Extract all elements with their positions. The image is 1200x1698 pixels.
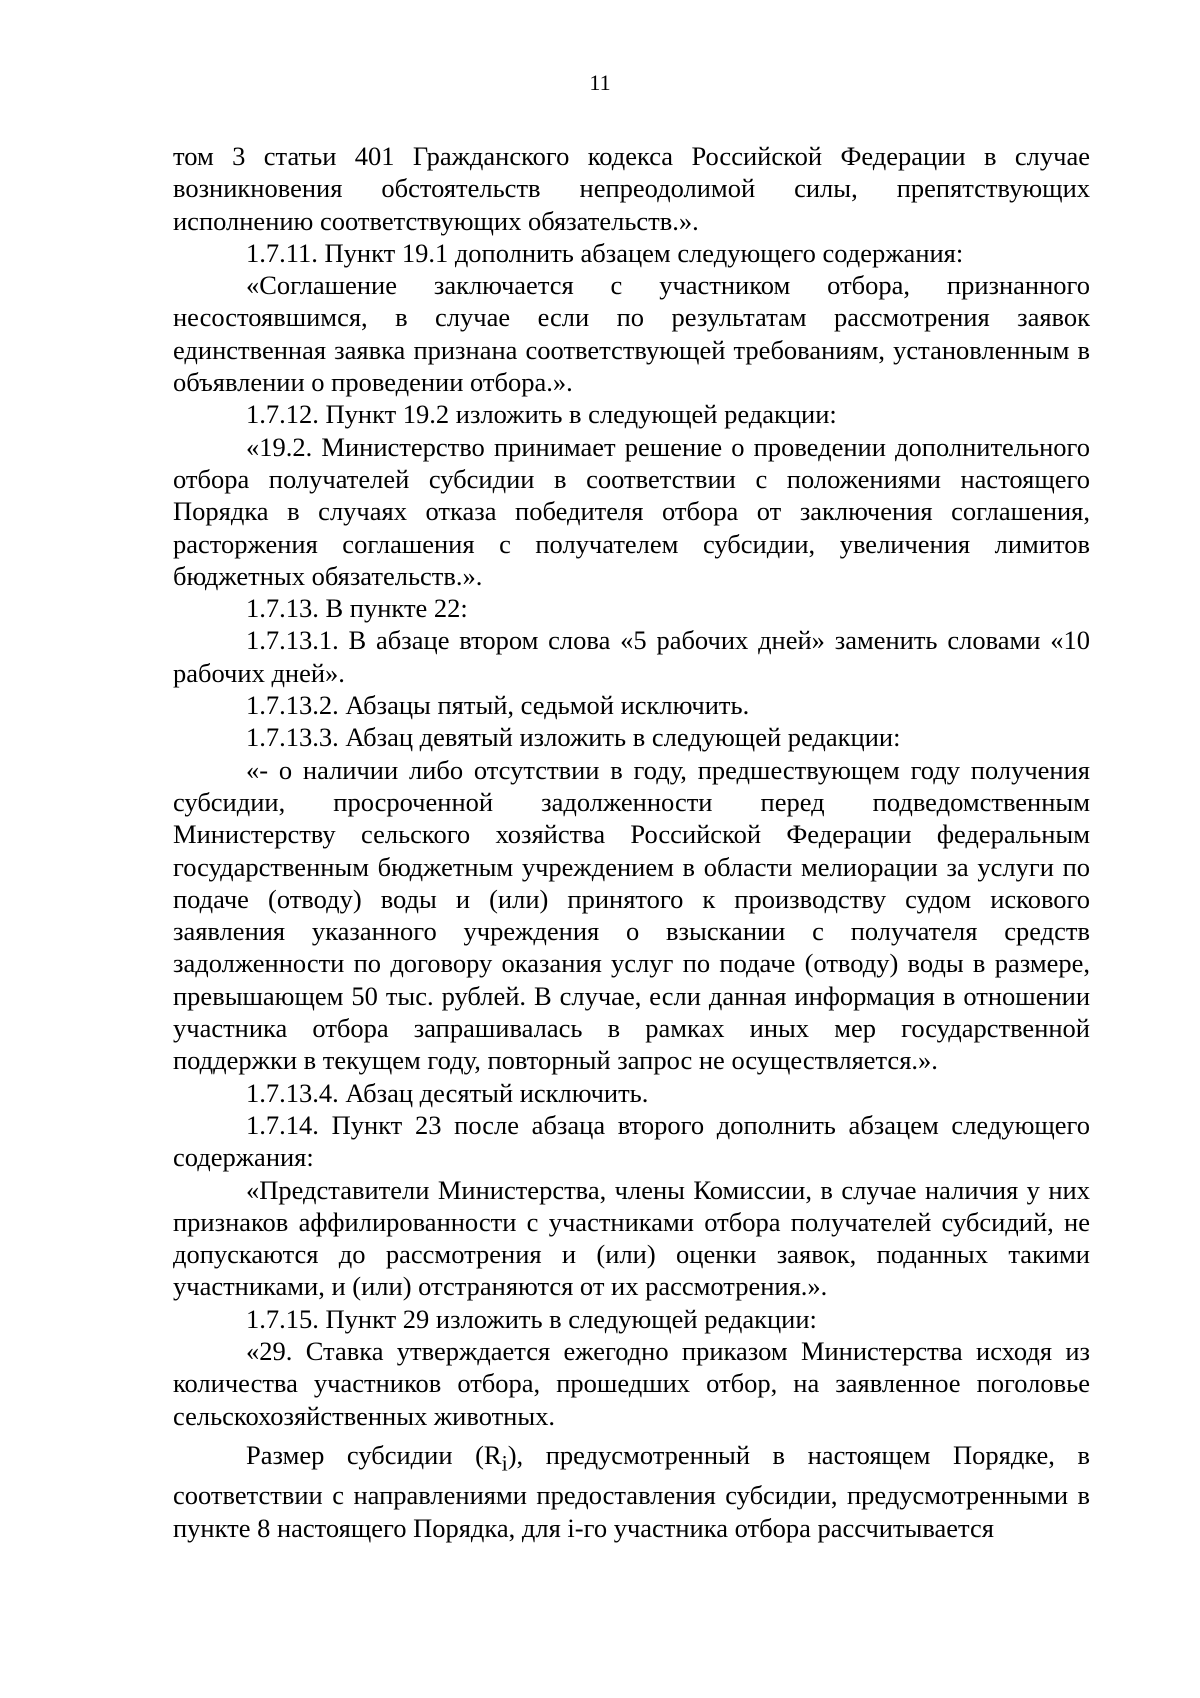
paragraph-15: «29. Ставка утверждается ежегодно приказом Министерства исходя из количества участников отбора, прошедших отбор, на заявленное поголовье сельскохозяйственных животных.	[173, 1335, 1090, 1431]
paragraph-10: «- о наличии либо отсутствии в году, предшествующем году получения субсидии, просроченной задолженности перед подведомственным Министерству сельского хозяйства Российской Федерации федеральным государственным бюджетным учреждением в области мелиорации за услуги по подаче (отводу) воды и (или) принятого к производству судом искового заявления указанного учреждения о взыскании с получателя средств задолженности по договору оказания услуг по подаче (отводу) воды в размере, превышающем 50 тыс. рублей. В случае, если данная информация в отношении участника отбора запрашивалась в рамках иных мер государственной поддержки в текущем году, повторный запрос не осуществляется.».	[173, 754, 1090, 1076]
paragraph-9: 1.7.13.3. Абзац девятый изложить в следующей редакции:	[246, 722, 901, 753]
formula-subscript-i: i	[501, 1450, 508, 1476]
paragraph-13: «Представители Министерства, члены Комиссии, в случае наличия у них признаков аффилированности с участниками отбора получателей субсидий, не допускаются до рассмотрения и (или) оценки заявок, поданных такими участниками, и (или) отстраняются от их рассмотрения.».	[173, 1174, 1090, 1302]
paragraph-7: 1.7.13.1. В абзаце втором слова «5 рабочих дней» заменить словами «10 рабочих дней».	[173, 625, 1090, 688]
paragraph-2: 1.7.11. Пункт 19.1 дополнить абзацем следующего содержания:	[246, 237, 964, 268]
formula-intro-text: Размер субсидии (R	[246, 1439, 502, 1470]
paragraph-6: 1.7.13. В пункте 22:	[246, 593, 468, 624]
document-body	[173, 140, 1090, 1544]
page-number: 11	[589, 70, 611, 95]
paragraph-11: 1.7.13.4. Абзац десятый исключить.	[246, 1077, 649, 1108]
paragraph-5: «19.2. Министерство принимает решение о проведении дополнительного отбора получателей субсидии в соответствии с положениями настоящего Порядка в случаях отказа победителя отбора от заключения соглашения, расторжения соглашения с получателем субсидии, увеличения лимитов бюджетных обязательств.».	[173, 431, 1090, 591]
paragraph-3: «Соглашение заключается с участником отбора, признанного несостоявшимся, в случае если по результатам рассмотрения заявок единственная заявка признана соответствующей требованиям, установленным в объявлении о проведении отбора.».	[173, 270, 1090, 398]
paragraph-14: 1.7.15. Пункт 29 изложить в следующей редакции:	[246, 1303, 817, 1334]
paragraph-1: том 3 статьи 401 Гражданского кодекса Российской Федерации в случае возникновения обстоятельств непреодолимой силы, препятствующих исполнению соответствующих обязательств.».	[173, 141, 1090, 236]
paragraph-16	[173, 1439, 1090, 1544]
paragraph-8: 1.7.13.2. Абзацы пятый, седьмой исключить.	[246, 690, 750, 721]
formula-continuation-text: ), предусмотренный в настоящем Порядке, в соответствии с направлениями предоставления субсидии, предусмотренными в пункте 8 настоящего Порядка, для i-го участника отбора рассчитывается	[173, 1439, 1090, 1543]
paragraph-4: 1.7.12. Пункт 19.2 изложить в следующей редакции:	[246, 399, 837, 430]
paragraph-12: 1.7.14. Пункт 23 после абзаца второго дополнить абзацем следующего содержания:	[173, 1109, 1090, 1173]
